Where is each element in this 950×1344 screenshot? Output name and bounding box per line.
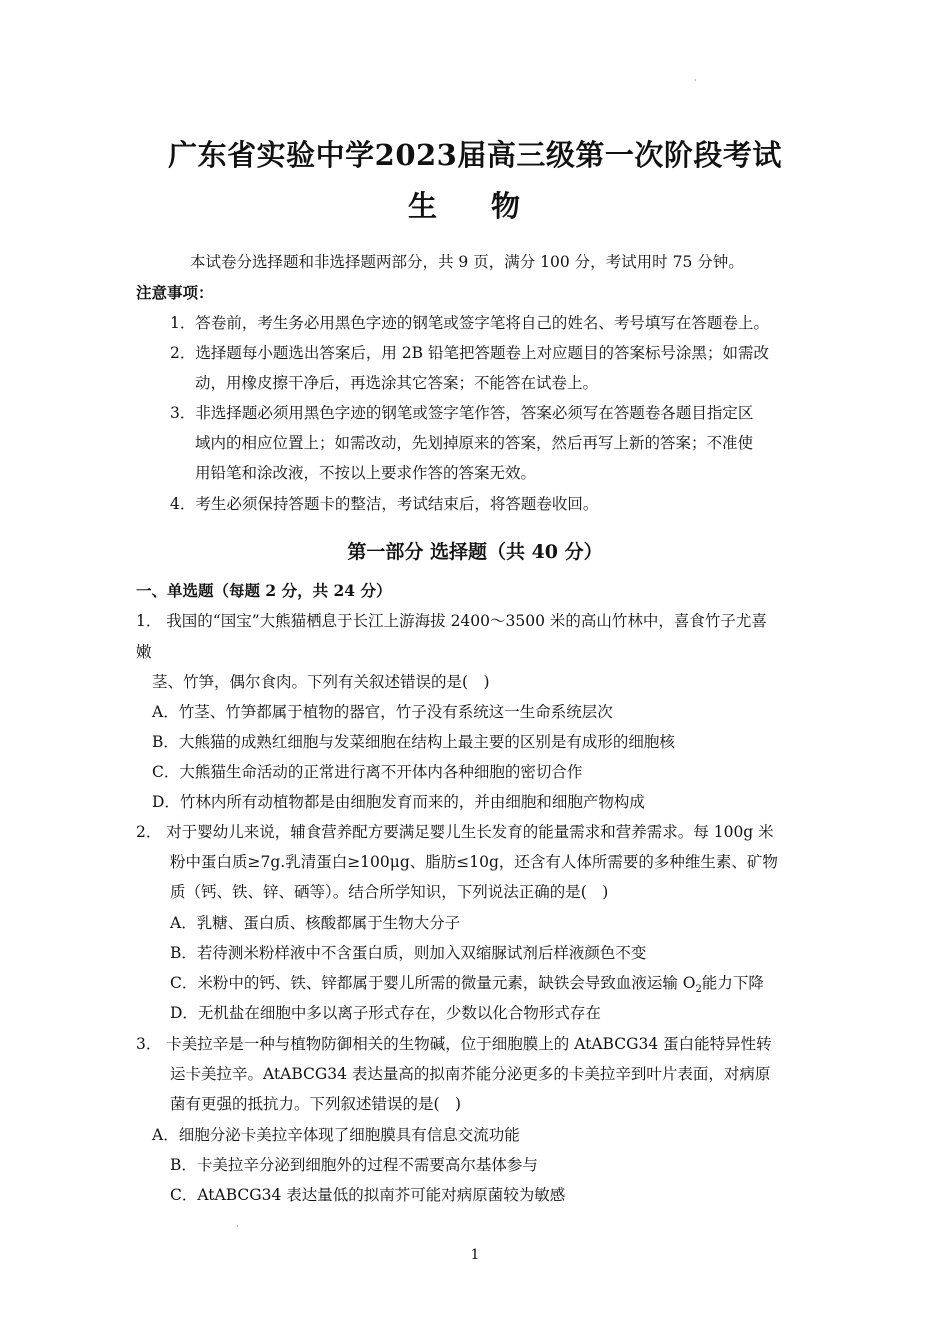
subscript: 2 [695, 984, 702, 996]
question-1-option-c: C．大熊猫生命活动的正常进行离不开体内各种细胞的密切合作 [152, 763, 583, 781]
question-3-stem: 3． 卡美拉辛是一种与植物防御相关的生物碱，位于细胞膜上的 AtABCG34 蛋白能特异性转 [136, 1035, 772, 1053]
option-text: 能力下降 [701, 974, 764, 992]
note-item: 域内的相应位置上；如需改动，先划掉原来的答案，然后再写上新的答案；不准使 [195, 434, 754, 452]
note-item: 动，用橡皮擦干净后，再选涂其它答案；不能答在试卷上。 [195, 374, 599, 392]
question-1-option-a: A．竹茎、竹笋都属于植物的器官，竹子没有系统这一生命系统层次 [152, 703, 613, 721]
exam-intro: 本试卷分选择题和非选择题两部分，共 9 页，满分 100 分，考试用时 75 分钟。 [190, 253, 744, 271]
note-item: 4．考生必须保持答题卡的整洁，考试结束后，将答题卷收回。 [170, 495, 599, 513]
subject-title: 生 物 [407, 189, 543, 223]
page-number: 1 [470, 1247, 480, 1263]
question-2-option-b: B．若待测米粉样液中不含蛋白质，则加入双缩脲试剂后样液颜色不变 [170, 944, 647, 962]
question-2-stem: 2． 对于婴幼儿来说，辅食营养配方要满足婴儿生长发育的能量需求和营养需求。每 100g 米 [136, 823, 774, 841]
question-3-option-c: C．AtABCG34 表达量低的拟南芥可能对病原菌较为敏感 [170, 1186, 566, 1204]
notes-heading: 注意事项： [136, 283, 214, 302]
question-2-option-a: A．乳糖、蛋白质、核酸都属于生物大分子 [170, 914, 461, 932]
question-3-stem: 运卡美拉辛。AtABCG34 表达量高的拟南芥能分泌更多的卡美拉辛到叶片表面，对病原 [170, 1065, 771, 1083]
question-2-stem: 粉中蛋白质≥7g.乳清蛋白≥100μg、脂肪≤10g，还含有人体所需要的多种维生素、矿物 [170, 853, 778, 871]
note-item: 2．选择题每小题选出答案后，用 2B 铅笔把答题卷上对应题目的答案标号涂黑；如需改 [170, 344, 769, 362]
note-item: 1．答卷前，考生务必用黑色字迹的钢笔或签字笔将自己的姓名、考号填写在答题卷上。 [170, 314, 769, 332]
exam-title: 广东省实验中学2023届高三级第一次阶段考试 [168, 138, 782, 172]
question-2-option-d: D．无机盐在细胞中多以离子形式存在，少数以化合物形式存在 [170, 1004, 601, 1022]
question-1-stem: 嫩 [136, 643, 152, 661]
question-1-option-d: D．竹林内所有动植物都是由细胞发育而来的，并由细胞和细胞产物构成 [152, 793, 645, 811]
scan-mark: · [236, 1222, 239, 1231]
subsection-title: 一、单选题（每题 2 分，共 24 分） [136, 581, 392, 600]
question-3-option-b: B．卡美拉辛分泌到细胞外的过程不需要高尔基体参与 [170, 1156, 538, 1174]
question-1-stem: 1． 我国的“国宝”大熊猫栖息于长江上游海拔 2400～3500 米的高山竹林中，喜食竹子尤喜 [136, 612, 767, 630]
question-1-stem: 茎、竹笋，偶尔食肉。下列有关叙述错误的是( ) [152, 673, 490, 691]
question-2-option-c [170, 973, 764, 1000]
note-item: 用铅笔和涂改液，不按以上要求作答的答案无效。 [195, 464, 537, 482]
scan-mark: · [694, 76, 697, 85]
question-3-stem: 菌有更强的抵抗力。下列叙述错误的是( ) [170, 1095, 462, 1113]
question-3-option-a: A．细胞分泌卡美拉辛体现了细胞膜具有信息交流功能 [152, 1126, 520, 1144]
note-item: 3．非选择题必须用黑色字迹的钢笔或签字笔作答，答案必须写在答题卷各题目指定区 [170, 404, 754, 422]
section-title: 第一部分 选择题（共 40 分） [347, 541, 603, 563]
option-text: C．米粉中的钙、铁、锌都属于婴儿所需的微量元素，缺铁会导致血液运输 O [170, 974, 696, 992]
question-2-stem: 质（钙、铁、锌、硒等）。结合所学知识，下列说法正确的是( ) [170, 883, 609, 901]
question-1-option-b: B．大熊猫的成熟红细胞与发菜细胞在结构上最主要的区别是有成形的细胞核 [152, 733, 675, 751]
